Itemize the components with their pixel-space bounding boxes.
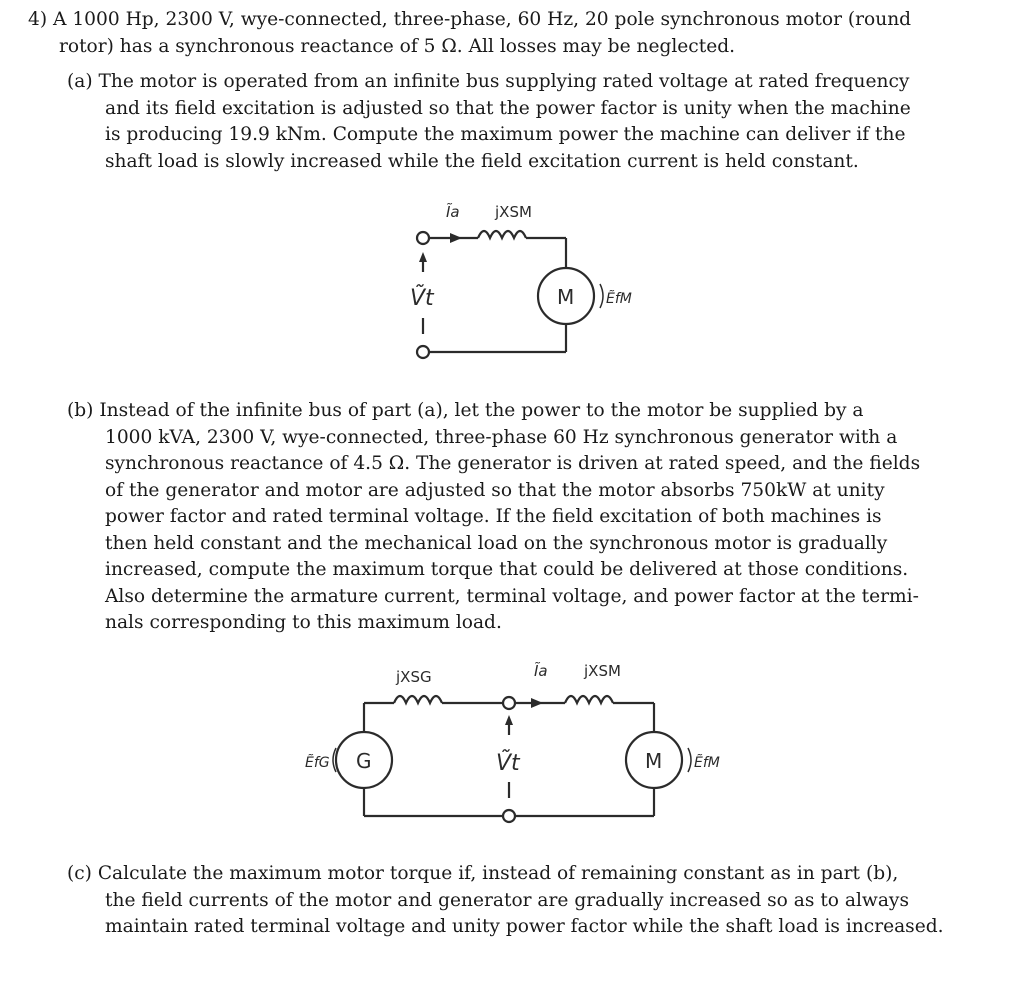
part-c-line: (c) Calculate the maximum motor torque if, instead of remaining constant as in part (b), [67,863,899,884]
part-a-line: shaft load is slowly increased while the field excitation current is held constant. [105,150,859,172]
part-a-line: (a) The motor is operated from an infinite bus supplying rated voltage at rated frequency [67,71,910,92]
current-arrow [531,698,543,708]
part-c-line: the field currents of the motor and generator are gradually increased so as to always [105,889,909,911]
voltage-label: Ṽt [496,751,520,776]
voltage-arrow [505,715,513,725]
gen-label: G [356,749,372,773]
motor-label: M [557,285,575,309]
terminal-bottom [503,810,515,822]
part-b-line: Also determine the armature current, terminal voltage, and power factor at the termi- [105,585,919,607]
part-b-line: nals corresponding to this maximum load. [105,612,502,633]
motor-label: M [645,749,663,773]
inductor-xsm [565,696,613,703]
motor-reactance-label: jXSM [584,662,621,680]
problem-line: rotor) has a synchronous reactance of 5 Ω. All losses may be neglected. [59,35,736,57]
part-b-line: synchronous reactance of 4.5 Ω. The generator is driven at rated speed, and the fields [105,453,921,474]
part-b-line: of the generator and motor are adjusted so that the motor absorbs 750kW at unity [105,479,885,501]
problem-line: 4) A 1000 Hp, 2300 V, wye-connected, three-phase, 60 Hz, 20 pole synchronous motor (round [28,9,912,30]
motor-emf-label: ẼfM [694,755,720,771]
part-a-line: is producing 19.9 kNm. Compute the maximum power the machine can deliver if the [105,124,906,145]
part-b-line: 1000 kVA, 2300 V, wye-connected, three-phase 60 Hz synchronous generator with a [105,426,898,448]
part-a-line: and its field excitation is adjusted so that the power factor is unity when the machine [105,97,911,119]
part-c-line: maintain rated terminal voltage and unity power factor while the shaft load is increased. [105,916,944,937]
reactance-label: jXSM [495,203,532,221]
terminal-top [503,697,515,709]
current-label: Ĩa [534,662,548,680]
gen-emf-label: ẼfG [305,755,330,771]
current-label: Ĩa [446,203,460,221]
inductor-xsg [394,696,442,703]
emf-label: ẼfM [606,291,632,307]
part-b-line: increased, compute the maximum torque that could be delivered at those conditions. [105,559,909,580]
part-c-text [67,861,944,941]
part-b-line: then held constant and the mechanical load on the synchronous motor is gradually [105,532,888,554]
part-b-line: power factor and rated terminal voltage. If the field excitation of both machines is [105,506,882,527]
voltage-label: Ṽt [410,286,434,311]
gen-reactance-label: jXSG [396,668,432,686]
part-b-line: (b) Instead of the infinite bus of part (a), let the power to the motor be supplied by a [67,400,864,421]
